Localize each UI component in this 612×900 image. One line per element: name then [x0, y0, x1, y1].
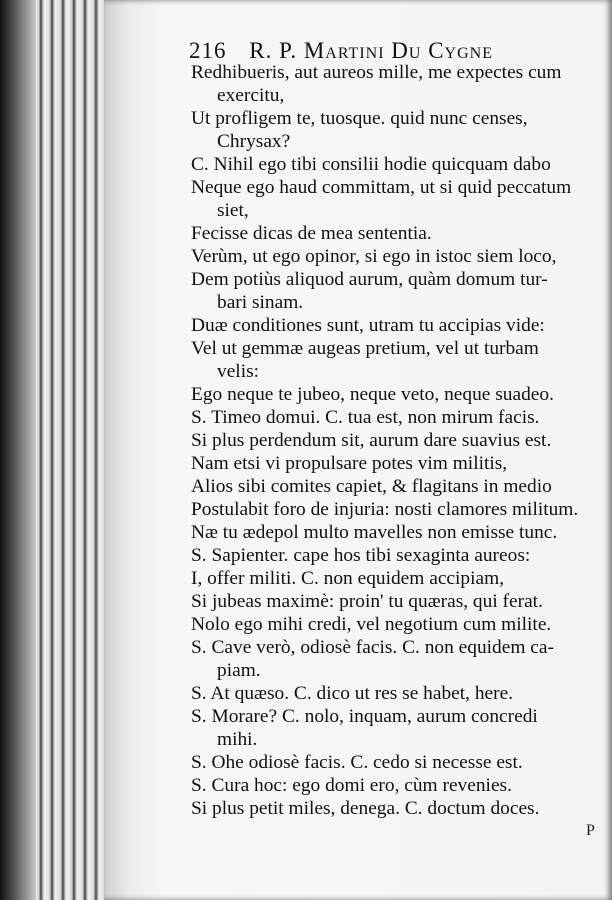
text-line: exercitu, [217, 85, 285, 106]
text-line: S. Cura hoc: ego domi ero, cùm revenies. [191, 775, 512, 796]
text-line: Si plus petit miles, denega. C. doctum doces. [191, 798, 540, 819]
text-line: Dem potiùs aliquod aurum, quàm domum tur- [191, 269, 548, 290]
text-line: Verùm, ut ego opinor, si ego in istoc siem loco, [191, 246, 557, 267]
text-line: Redhibueris, aut aureos mille, me expectes cum [191, 62, 562, 83]
text-line: Alios sibi comites capiet, & flagitans in medio [191, 476, 552, 497]
text-line: Vel ut gemmæ augeas pretium, vel ut turbam [191, 338, 539, 359]
text-line: velis: [217, 361, 260, 382]
running-head: R. P. Martini Du Cygne [249, 38, 493, 63]
text-line: bari sinam. [217, 292, 304, 313]
text-block [191, 61, 612, 820]
text-line: Neque ego haud committam, ut si quid peccatum [191, 177, 572, 198]
text-line: Duæ conditiones sunt, utram tu accipias vide: [191, 315, 545, 336]
text-line: S. Timeo domui. C. tua est, non mirum facis. [191, 407, 540, 428]
text-line: S. Cave verò, odiosè facis. C. non equidem ca- [191, 637, 554, 658]
text-line: S. Sapienter. cape hos tibi sexaginta aureos: [191, 545, 531, 566]
page-number: 216 [189, 38, 227, 63]
book-spine-shadow [0, 0, 36, 900]
text-line: S. Ohe odiosè facis. C. cedo si necesse est. [191, 752, 523, 773]
text-line: Chrysax? [217, 131, 291, 152]
text-line: siet, [217, 200, 249, 221]
text-line: Si jubeas maximè: proin' tu quæras, qui ferat. [191, 591, 543, 612]
text-line: S. At quæso. C. dico ut res se habet, here. [191, 683, 514, 704]
text-line: Si plus perdendum sit, aurum dare suavius est. [191, 430, 552, 451]
text-line: Ut profligem te, tuosque. quid nunc censes, [191, 108, 528, 129]
text-line: I, offer militi. C. non equidem accipiam, [191, 568, 505, 589]
text-line: Nam etsi vi propulsare potes vim militis, [191, 453, 508, 474]
text-line: Fecisse dicas de mea sententia. [191, 223, 432, 244]
text-line: Ego neque te jubeo, neque veto, neque suadeo. [191, 384, 554, 405]
text-line: Nolo ego mihi credi, vel negotium cum milite. [191, 614, 552, 635]
catchword: P [586, 822, 595, 839]
text-line: Næ tu ædepol multo mavelles non emisse tunc. [191, 522, 558, 543]
text-line: C. Nihil ego tibi consilii hodie quicquam dabo [191, 154, 551, 175]
text-line: S. Morare? C. nolo, inquam, aurum concredi [191, 706, 538, 727]
text-line: Postulabit foro de injuria: nosti clamores militum. [191, 499, 579, 520]
text-line: piam. [217, 660, 261, 681]
text-line: mihi. [217, 729, 258, 750]
